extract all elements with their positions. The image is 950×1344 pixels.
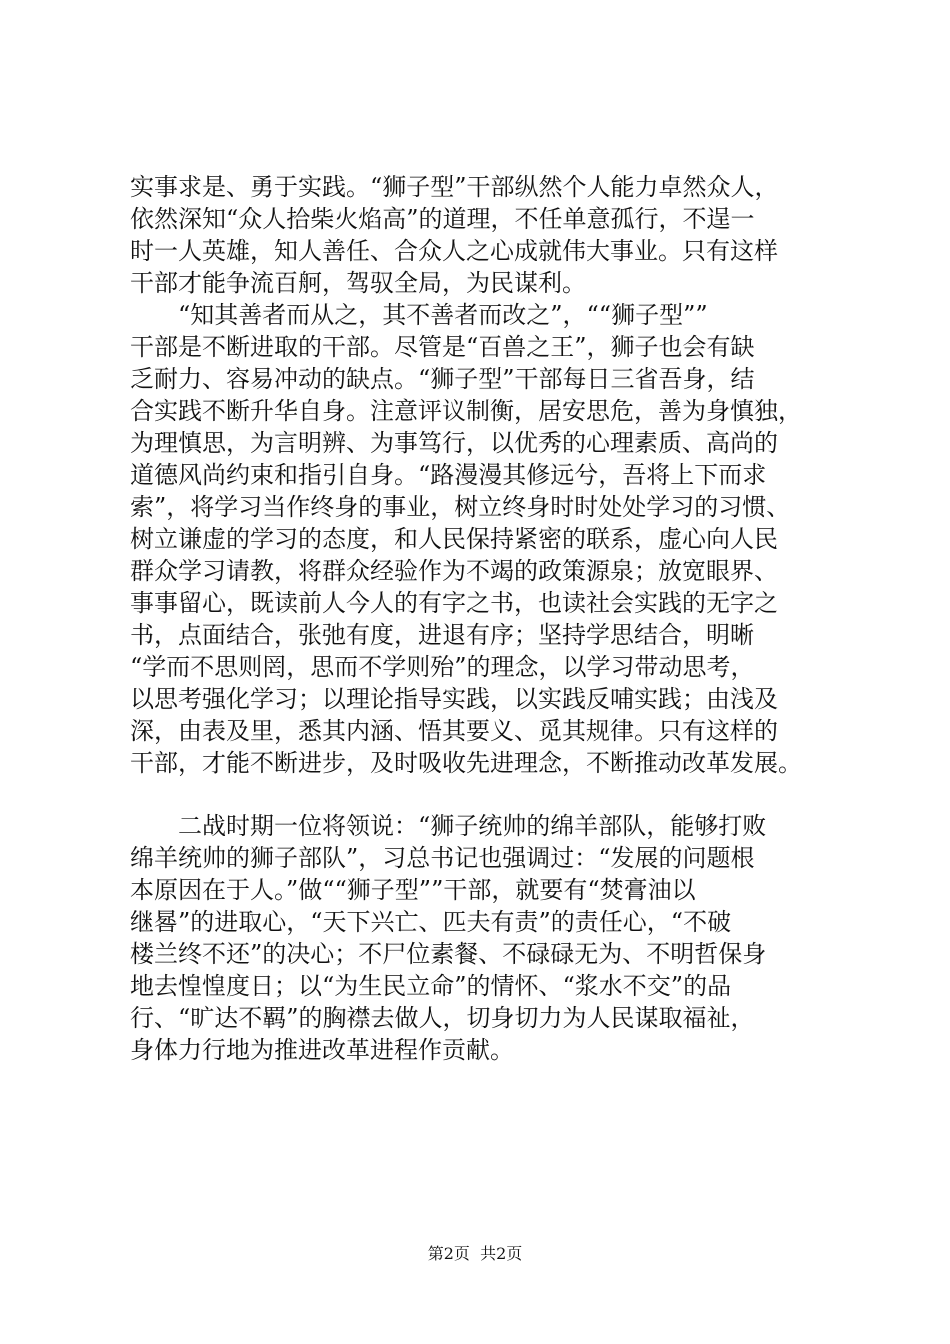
text-line: 事事留心，既读前人今人的有字之书，也读社会实践的无字之 [130, 589, 778, 617]
text-line: 深，由表及里，悉其内涵、悟其要义、觅其规律。只有这样的 [130, 717, 778, 745]
text-line: 为理慎思，为言明辨、为事笃行，以优秀的心理素质、高尚的 [130, 429, 778, 457]
text-line: 干部，才能不断进步，及时吸收先进理念，不断推动改革发展。 [130, 749, 802, 777]
text-line: “知其善者而从之，其不善者而改之”，““狮子型”” [178, 301, 708, 329]
text-line: 地去惶惶度日；以“为生民立命”的情怀、“浆水不交”的品 [130, 972, 732, 1000]
text-line: 实事求是、勇于实践。“狮子型”干部纵然个人能力卓然众人， [130, 173, 779, 201]
text-line: 行、“旷达不羁”的胸襟去做人，切身切力为人民谋取福祉， [130, 1004, 755, 1032]
text-line: 楼兰终不还”的决心；不尸位素餐、不碌碌无为、不明哲保身 [130, 940, 767, 968]
document-body [130, 171, 830, 1066]
text-line: 本原因在于人。”做““狮子型””干部，就要有“焚膏油以 [130, 876, 696, 904]
text-line: 树立谦虚的学习的态度，和人民保持紧密的联系，虚心向人民 [130, 525, 778, 553]
text-line: 二战时期一位将领说：“狮子统帅的绵羊部队，能够打败 [178, 812, 767, 840]
text-line: 时一人英雄，知人善任、合众人之心成就伟大事业。只有这样 [130, 237, 778, 265]
text-line: 书，点面结合，张弛有度，进退有序；坚持学思结合，明晰 [130, 621, 754, 649]
text-line: 绵羊统帅的狮子部队”，习总书记也强调过：“发展的问题根 [130, 844, 755, 872]
text-line: “学而不思则罔，思而不学则殆”的理念，以学习带动思考， [130, 653, 755, 681]
text-line: 干部才能争流百舸，驾驭全局，为民谋利。 [130, 269, 586, 297]
text-line: 身体力行地为推进改革进程作贡献。 [130, 1036, 514, 1064]
text-line: 群众学习请教，将群众经验作为不竭的政策源泉；放宽眼界、 [130, 557, 778, 585]
text-line: 道德风尚约束和指引自身。“路漫漫其修远兮，吾将上下而求 [130, 461, 767, 489]
text-line: 继晷”的进取心，“天下兴亡、匹夫有责”的责任心，“不破 [130, 908, 732, 936]
text-line: 索”，将学习当作终身的事业，树立终身时时处处学习的习惯、 [130, 493, 791, 521]
text-line: 以思考强化学习；以理论指导实践，以实践反哺实践；由浅及 [130, 685, 778, 713]
text-line: 乏耐力、容易冲动的缺点。“狮子型”干部每日三省吾身，结 [130, 365, 755, 393]
page-number: 第2页 共2页 [427, 1244, 523, 1263]
paragraph-gap [130, 779, 830, 810]
page-footer [0, 1244, 950, 1264]
text-line: 干部是不断进取的干部。尽管是“百兽之王”，狮子也会有缺 [130, 333, 755, 361]
text-line: 合实践不断升华自身。注意评议制衡，居安思危，善为身慎独， [130, 397, 802, 425]
text-line: 依然深知“众人拾柴火焰高”的道理，不任单意孤行，不逞一 [130, 205, 755, 233]
